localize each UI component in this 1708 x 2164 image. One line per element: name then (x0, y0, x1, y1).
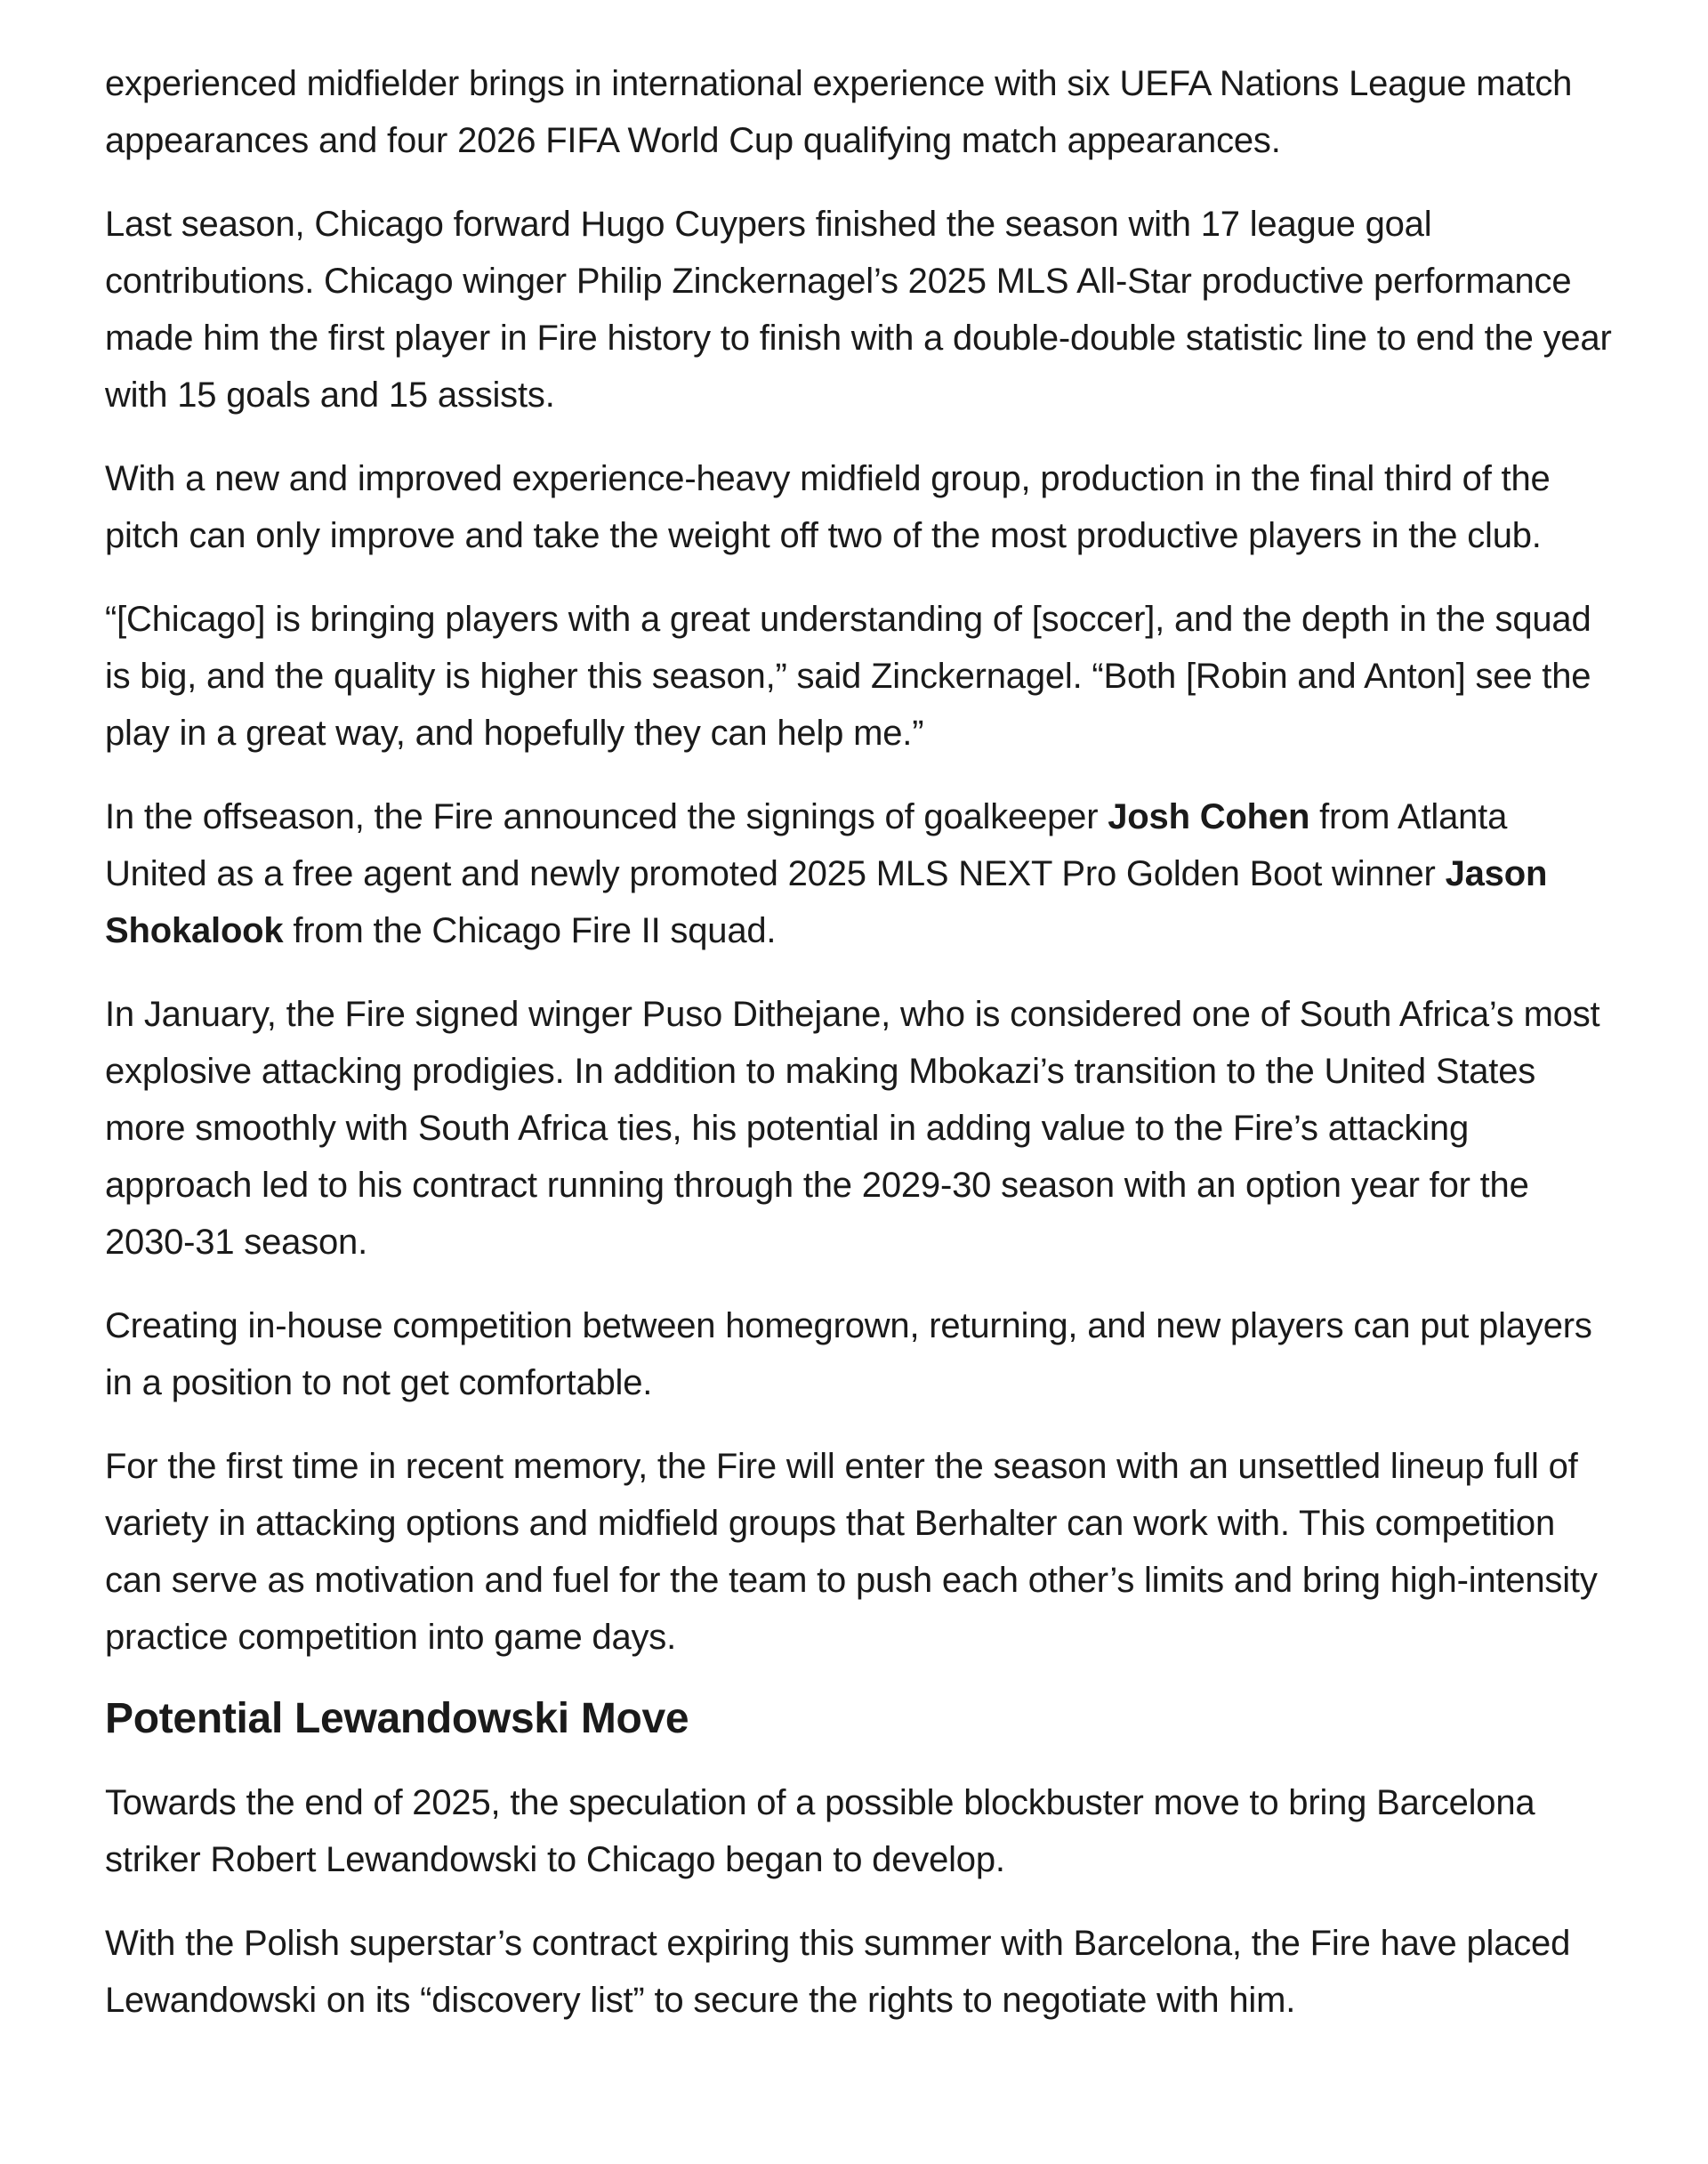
paragraph-unsettled-lineup: For the first time in recent memory, the Fire will enter the season with an unsettled lineup full of variety in attacking options and midfield groups that Berhalter can work with. This competition can serve as motivation and fuel for the team to push each other’s limits and bring high-intensity practice competition into game days. (105, 1447, 1598, 1657)
offseason-text-3: from the Chicago Fire II squad. (283, 911, 777, 950)
offseason-text-1: In the offseason, the Fire announced the signings of goalkeeper (105, 797, 1108, 836)
paragraph-discovery-list: With the Polish superstar’s contract expiring this summer with Barcelona, the Fire have placed Lewandowski on its “discovery list” to secure the rights to negotiate with him. (105, 1924, 1571, 2020)
player-name-josh-cohen: Josh Cohen (1108, 797, 1310, 836)
paragraph-midfield-group: With a new and improved experience-heavy midfield group, production in the final third of the pitch can only improve and take the weight off two of the most productive players in the club. (105, 459, 1551, 555)
paragraph-dithejane-signing: In January, the Fire signed winger Puso Dithejane, who is considered one of South Africa’s most explosive attacking prodigies. In addition to making Mbokazi’s transition to the United States more smoothly with South Africa ties, his potential in adding value to the Fire’s attacking approach led to his contract running through the 2029-30 season with an option year for the 2030-31 season. (105, 995, 1600, 1262)
paragraph-zinckernagel-quote: “[Chicago] is bringing players with a great understanding of [soccer], and the depth in the squad is big, and the quality is higher this season,” said Zinckernagel. “Both [Robin and Anton] see the play in a great way, and hopefully they can help me.” (105, 600, 1591, 753)
paragraph-last-season: Last season, Chicago forward Hugo Cuypers finished the season with 17 league goal contributions. Chicago winger Philip Zinckernagel’s 2025 MLS All-Star productive performance made him the first player in Fire history to finish with a double-double statistic line to end the year with 15 goals and 15 assists. (105, 205, 1612, 415)
section-heading-lewandowski: Potential Lewandowski Move (105, 1695, 689, 1742)
article-body (105, 55, 1617, 2055)
paragraph-offseason-signings (105, 788, 1617, 959)
player-name-jason-shokalook: Jason Shokalook (105, 854, 1548, 950)
paragraph-midfielder-experience: experienced midfielder brings in international experience with six UEFA Nations League match appearances and four 2026 FIFA World Cup qualifying match appearances. (105, 64, 1573, 160)
paragraph-in-house-competition: Creating in-house competition between homegrown, returning, and new players can put players in a position to not get comfortable. (105, 1306, 1592, 1402)
offseason-text-2: from Atlanta United as a free agent and newly promoted 2025 MLS NEXT Pro Golden Boot winner (105, 797, 1508, 893)
paragraph-lewandowski-speculation: Towards the end of 2025, the speculation of a possible blockbuster move to bring Barcelona striker Robert Lewandowski to Chicago began to develop. (105, 1783, 1535, 1879)
